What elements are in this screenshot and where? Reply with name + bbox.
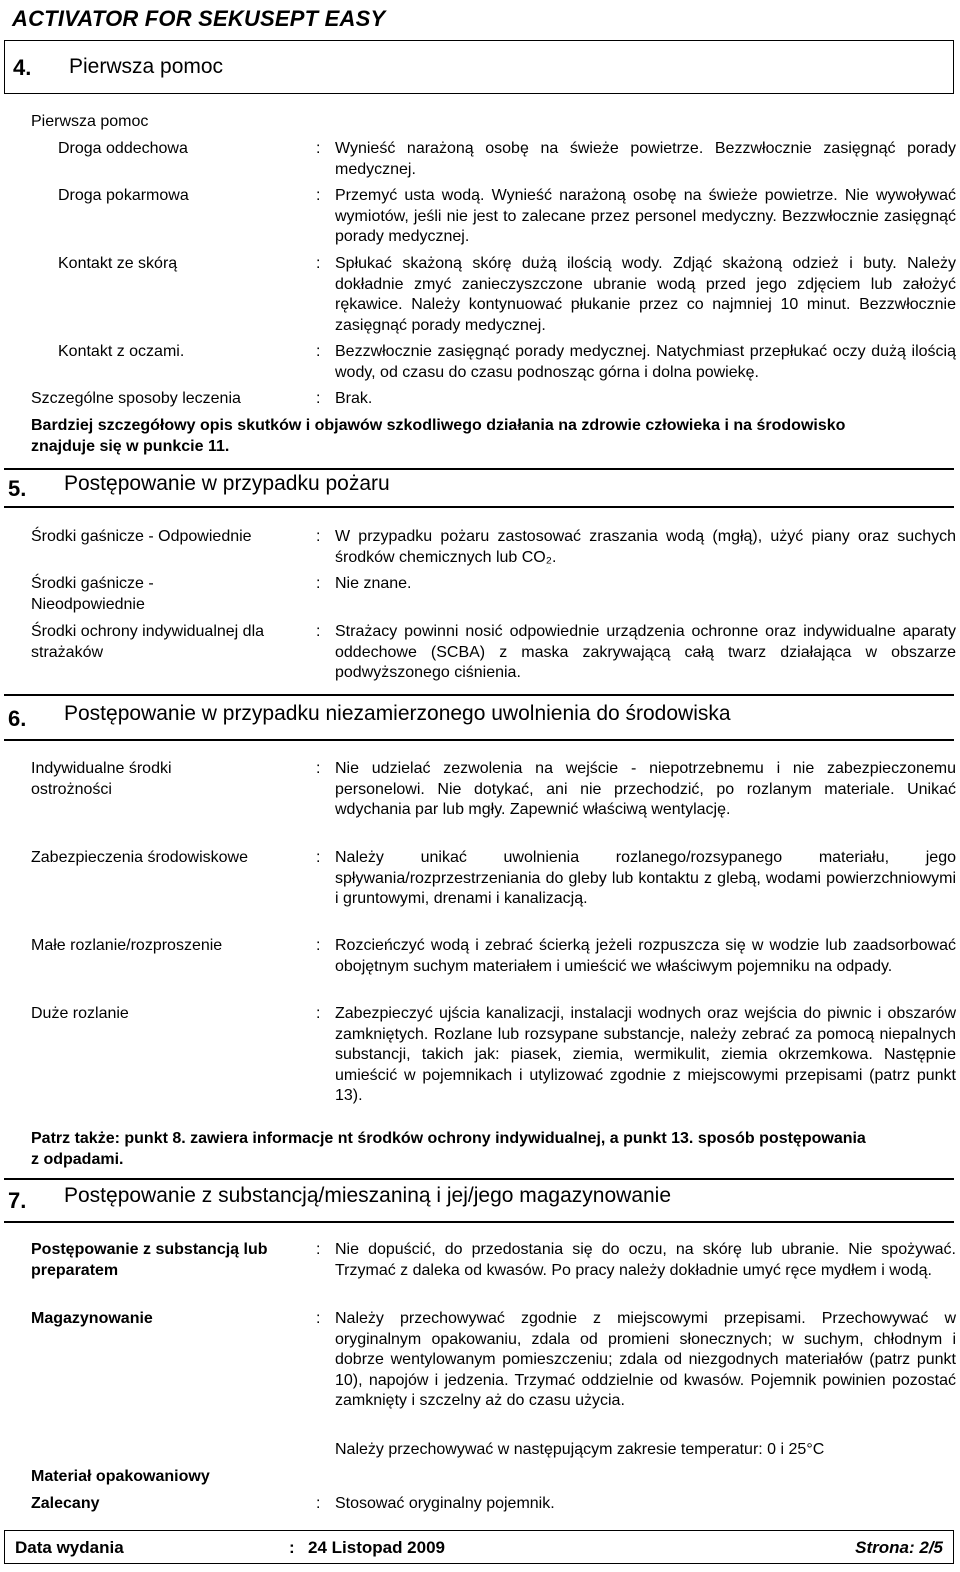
label-inhalation: Droga oddechowa	[58, 140, 188, 157]
label-handling: Postępowanie z substancją lub preparatem	[31, 1241, 268, 1279]
label-eye-contact: Kontakt z oczami.	[58, 343, 185, 360]
value-environmental-precautions: Należy unikać uwolnienia rozlanego/rozsypanego materiału, jego spływania/rozprzestrzeniania do gleby lub kontaktu z glebą, wodami powierzchniowymi i gruntowymi, drenami i kanalizacją.	[335, 849, 956, 907]
label-extinguishing-unsuitable: Środki gaśnicze - Nieodpowiednie	[31, 575, 154, 613]
section-6-title: Postępowanie w przypadku niezamierzonego uwolnienia do środowiska	[64, 702, 731, 725]
colon: :	[316, 390, 321, 407]
section-4-header	[4, 40, 954, 94]
value-extinguishing-suitable: W przypadku pożaru zastosować zraszania wodą (mgłą), użyć piany oraz suchych środków chemicznych lub CO₂.	[335, 528, 956, 566]
colon: :	[316, 140, 321, 157]
section-5-rule	[4, 468, 954, 470]
colon: :	[316, 528, 321, 545]
value-skin-contact: Spłukać skażoną skórę dużą ilością wody. Zdjąć skażoną odzież i buty. Należy dokładnie zmyć zanieczyszczone ubranie wodą przed jego zdjęciem lub założyć rękawice. Należy kontynuować płukanie przez co najmniej 10 minut. Bezzwłocznie zasięgnąć porady medycznej.	[335, 255, 956, 334]
label-environmental-precautions: Zabezpieczenia środowiskowe	[31, 849, 248, 866]
label-large-spill: Duże rozlanie	[31, 1005, 129, 1022]
value-storage-temperature: Należy przechowywać w następującym zakresie temperatur: 0 i 25°C	[335, 1441, 825, 1458]
colon: :	[316, 255, 321, 272]
label-storage: Magazynowanie	[31, 1310, 153, 1327]
label-extinguishing-suitable: Środki gaśnicze - Odpowiednie	[31, 528, 252, 545]
value-special-treatment: Brak.	[335, 390, 373, 407]
value-handling: Nie dopuścić, do przedostania się do oczu, na skórę lub ubranie. Nie spożywać. Trzymać z daleka od kwasów. Po pracy należy dokładnie umyć ręce mydłem i wodą.	[335, 1241, 956, 1279]
colon: :	[316, 849, 321, 866]
footer-page-number: Strona: 2/5	[855, 1538, 943, 1557]
colon: :	[289, 1538, 295, 1557]
section-7-rule-bottom	[4, 1221, 954, 1223]
section-6-note: Patrz także: punkt 8. zawiera informacje nt środków ochrony indywidualnej, a punkt 13. sposób postępowania z odpadami.	[31, 1130, 866, 1168]
value-firefighter-protection: Strażacy powinni nosić odpowiednie urządzenia ochronne oraz indywidualne aparaty oddechowe (SCBA) z maska zakrywającą całą twarz działająca w obszarze podwyższonego ciśnienia.	[335, 623, 956, 681]
value-inhalation: Wynieść narażoną osobę na świeże powietrze. Bezzwłocznie zasięgnąć porady medycznej.	[335, 140, 956, 178]
section-4-subheading: Pierwsza pomoc	[31, 113, 149, 130]
section-6-number: 6.	[8, 706, 27, 731]
colon: :	[316, 1495, 321, 1512]
footer-date-value: 24 Listopad 2009	[308, 1538, 446, 1557]
footer-date-label: Data wydania	[15, 1538, 124, 1557]
value-eye-contact: Bezzwłocznie zasięgnąć porady medycznej. Natychmiast przepłukać oczy dużą ilością wody, od czasu do czasu podnosząc górna i dolna powiekę.	[335, 343, 956, 381]
section-4-number: 4.	[13, 55, 32, 80]
section-4-title: Pierwsza pomoc	[69, 55, 224, 78]
section-7-title: Postępowanie z substancją/mieszaniną i jej/jego magazynowanie	[64, 1184, 672, 1207]
value-storage: Należy przechowywać zgodnie z miejscowymi przepisami. Przechowywać w oryginalnym opakowaniu, zdala od promieni słonecznych; w suchym, chłodnym i dobrze wentylowanym pomieszczeniu; zdala od niezgodnych materiałów (patrz punkt 10), napojów i jedzenia. Trzymać oddzielnie od kwasów. Pojemnik powinien pozostać zamknięty i szczelny aż do czasu użycia.	[335, 1310, 956, 1409]
label-personal-precautions: Indywidualne środki ostrożności	[31, 760, 172, 798]
section-6-rule	[4, 694, 954, 696]
value-extinguishing-unsuitable: Nie znane.	[335, 575, 412, 592]
value-recommended: Stosować oryginalny pojemnik.	[335, 1495, 555, 1512]
value-large-spill: Zabezpieczyć ujścia kanalizacji, instalacji wodnych oraz wejścia do piwnic i obszarów zamkniętych. Rozlane lub rozsypane substancje, należy zebrać za pomocą niepalnych substancji, takich jak: piasek, ziemia, wermikulit, ziemia okrzemkowa. Następnie umieścić w pojemnikach i utylizować zgodnie z miejscowymi przepisami (patrz punkt 13).	[335, 1005, 956, 1104]
label-firefighter-protection: Środki ochrony indywidualnej dla strażaków	[31, 623, 265, 661]
label-small-spill: Małe rozlanie/rozproszenie	[31, 937, 223, 954]
value-small-spill: Rozcieńczyć wodą i zebrać ścierką jeżeli rozpuszcza się w wodzie lub zaadsorbować obojętnym suchym materiałem i umieścić we właściwym pojemniku na odpady.	[335, 937, 956, 975]
label-special-treatment: Szczególne sposoby leczenia	[31, 390, 241, 407]
document-title: ACTIVATOR FOR SEKUSEPT EASY	[12, 6, 386, 31]
colon: :	[316, 187, 321, 204]
section-5-rule-bottom	[4, 506, 954, 508]
colon: :	[316, 1241, 321, 1258]
label-skin-contact: Kontakt ze skórą	[58, 255, 178, 272]
footer	[4, 1530, 954, 1564]
colon: :	[316, 623, 321, 640]
section-7-number: 7.	[8, 1188, 27, 1213]
colon: :	[316, 937, 321, 954]
colon: :	[316, 760, 321, 777]
colon: :	[316, 343, 321, 360]
section-4-note: Bardziej szczegółowy opis skutków i objawów szkodliwego działania na zdrowie człowieka i na środowisko znajduje się w punkcie 11.	[31, 417, 846, 455]
colon: :	[316, 1005, 321, 1022]
section-7-rule	[4, 1178, 954, 1180]
section-6-rule-bottom	[4, 739, 954, 741]
colon: :	[316, 575, 321, 592]
colon: :	[316, 1310, 321, 1327]
section-5-number: 5.	[8, 476, 27, 501]
label-ingestion: Droga pokarmowa	[58, 187, 189, 204]
label-packaging-material: Materiał opakowaniowy	[31, 1468, 210, 1485]
section-5-title: Postępowanie w przypadku pożaru	[64, 472, 390, 495]
label-recommended: Zalecany	[31, 1495, 100, 1512]
value-personal-precautions: Nie udzielać zezwolenia na wejście - niepotrzebnemu i nie zabezpieczonemu personelowi. Nie dotykać, ani nie przechodzić, po rozlanym materiale. Unikać wdychania par lub mgły. Zapewnić właściwą wentylację.	[335, 760, 956, 818]
value-ingestion: Przemyć usta wodą. Wynieść narażoną osobę na świeże powietrze. Nie wywoływać wymiotów, jeśli nie jest to zalecane przez personel medyczny. Bezzwłocznie zasięgnąć porady medycznej.	[335, 187, 956, 245]
